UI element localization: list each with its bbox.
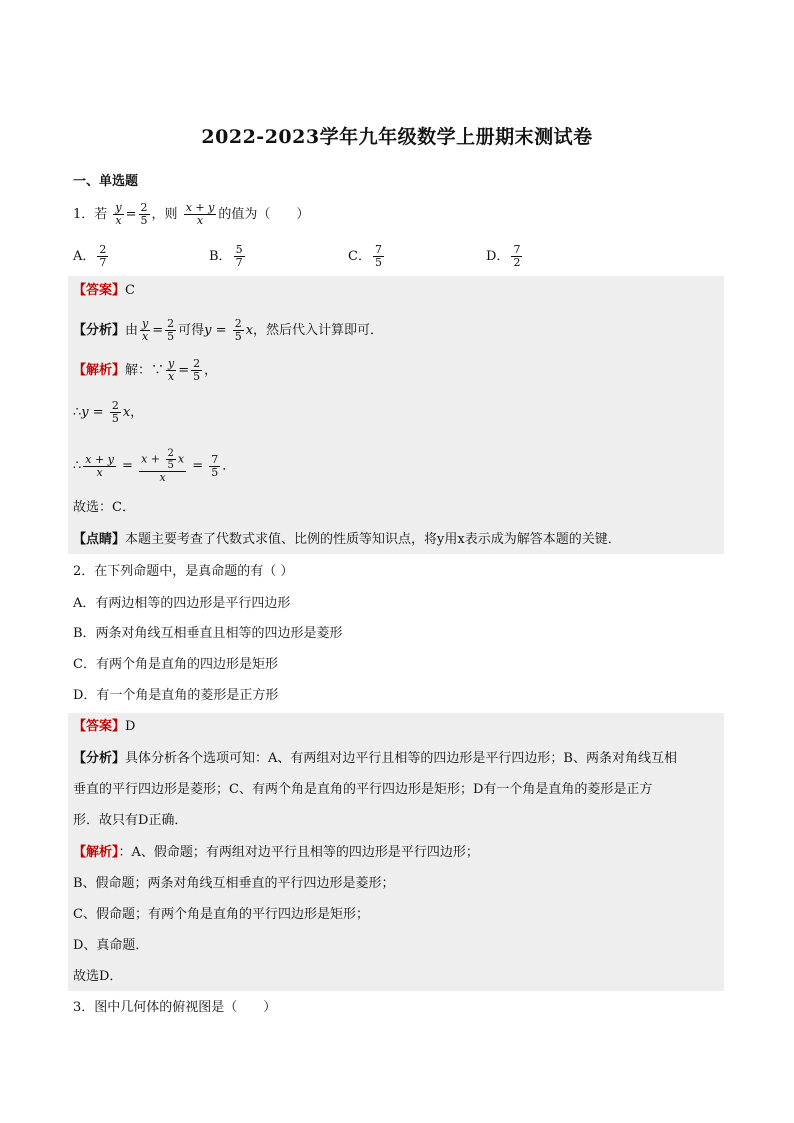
q1-mid: ，则 — [151, 207, 178, 222]
q2-option-c: C．有两个角是直角的四边形是矩形 — [73, 657, 278, 672]
q1-analysis: 【分析】由 $\frac{y}{x}$ = $\frac{2}{5}$ 可得y = $\frac{2}{5}$ x，然后代入计算即可． — [73, 317, 384, 343]
q2-analysis-line-3: 形．故只有D正确． — [73, 813, 188, 828]
q1-solution-step2: ∴y = $\frac{2}{5}$ x， — [73, 399, 144, 425]
q1-solution-step3: ∴ $\frac{x + y}{x}$ = x + $\frac{2}{5}$ x x = $\frac{7}{5}$ ． — [73, 448, 236, 484]
q2-option-a: A．有两边相等的四边形是平行四边形 — [73, 596, 291, 611]
q1-option-c: C． $\frac{7}{5}$ — [348, 243, 382, 269]
q2-analysis-line-1: 【分析】具体分析各个选项可知：A、有两组对边平行且相等的四边形是平行四边形；B、两条对角线互相 — [73, 751, 677, 766]
q2-solution-line-5: 故选D． — [73, 969, 123, 984]
q1-solution-step1: 【解析】解：∵ $\frac{y}{x}$ = $\frac{2}{5}$ ， — [73, 357, 218, 383]
q1-comment: 【点睛】本题主要考查了代数式求值、比例的性质等知识点，将y用x表示成为解答本题的关键． — [73, 532, 621, 547]
q1-answer: 【答案】C — [73, 283, 135, 298]
q1-prefix: 1．若 — [73, 207, 108, 222]
q2-solution-line-2: B、假命题；两条对角线互相垂直的平行四边形是菱形； — [73, 876, 395, 891]
q1-option-d: D． $\frac{7}{2}$ — [486, 243, 521, 269]
q1-stem: 1．若 $\frac{y}{x}$ = $\frac{2}{5}$ ，则 $\frac{x + y}{x}$ 的值为（ ） — [73, 201, 310, 227]
q2-solution-line-1: 【解析】：A、假命题；有两组对边平行且相等的四边形是平行四边形； — [73, 845, 479, 860]
q2-option-d: D．有一个角是直角的菱形是正方形 — [73, 688, 279, 703]
q2-option-b: B．两条对角线互相垂直且相等的四边形是菱形 — [73, 626, 343, 641]
q1-option-b: B． $\frac{5}{7}$ — [209, 243, 243, 269]
q1-option-a: A． $\frac{2}{7}$ — [73, 243, 107, 269]
q1-suffix: 的值为（ ） — [218, 207, 310, 222]
page-title: 2022-2023学年九年级数学上册期末测试卷 — [201, 126, 593, 148]
q3-stem: 3．图中几何体的俯视图是（ ） — [73, 1000, 277, 1015]
section-heading: 一、单选题 — [73, 174, 139, 189]
q1-conclusion: 故选：C． — [73, 500, 135, 515]
q2-analysis-line-2: 垂直的平行四边形是菱形；C、有两个角是直角的平行四边形是矩形；D有一个角是直角的菱形是正方 — [73, 782, 653, 797]
q2-answer: 【答案】D — [73, 719, 136, 734]
q1-expr-fraction: $\frac{x + y}{x}$ — [185, 201, 215, 227]
q2-solution-line-4: D、真命题． — [73, 938, 149, 953]
q1-given-fraction-right: $\frac{2}{5}$ — [140, 201, 148, 227]
q1-given-fraction-left: $\frac{y}{x}$ — [115, 201, 122, 227]
q2-solution-line-3: C、假命题；有两个角是直角的平行四边形是矩形； — [73, 907, 369, 922]
q2-stem: 2．在下列命题中，是真命题的有（ ） — [73, 564, 294, 579]
